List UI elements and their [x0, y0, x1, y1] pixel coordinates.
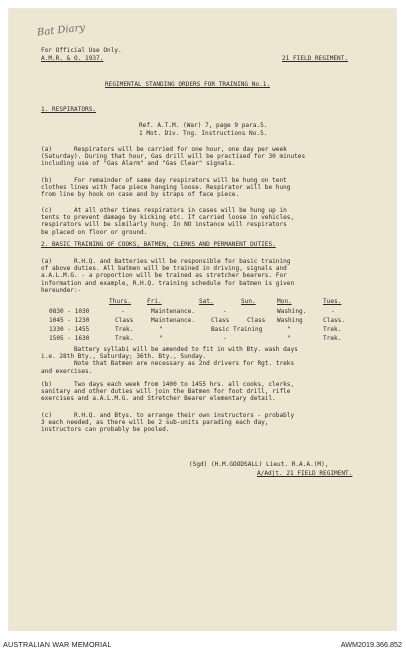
- schedule-time: 1045 - 1230: [49, 317, 90, 324]
- footer-bar: [0, 631, 406, 653]
- schedule-cell: Maintenance.: [151, 317, 196, 324]
- footer-accession-id: AWM2019.366.852: [340, 640, 402, 649]
- schedule-cell: -: [331, 308, 335, 315]
- schedule-cell: -: [223, 335, 227, 342]
- schedule-day: Mon.: [277, 298, 292, 305]
- schedule-time: 1505 - 1630: [49, 335, 90, 342]
- schedule-day: Fri.: [147, 298, 162, 305]
- schedule-day: Thurs.: [109, 298, 132, 305]
- schedule-cell: ": [287, 335, 291, 342]
- schedule-time: 1330 - 1455: [49, 326, 90, 333]
- section-1-heading: 1. RESPIRATORS.: [41, 106, 97, 113]
- schedule-cell: Class: [211, 317, 230, 324]
- paragraph-1a: (a) Respirators will be carried for one hour, one day per week (Saturday). During that hour, Gas drill will be practised for 30 minutes including use of "Gas Alarm" and "Gas Clear" signals.: [41, 146, 306, 168]
- unit-name: 21 FIELD REGIMENT.: [282, 55, 349, 62]
- official-use-label: For Official Use Only.: [41, 47, 122, 54]
- schedule-note: Battery syllabi will be amended to fit in with Bty. wash days i.e. 28th Bty., Saturday; 36th. Bty., Sunday. Note that Batmen are necessary as 2nd drivers for Rgt. treks and exercises.: [41, 346, 298, 375]
- schedule-cell: Washing: [277, 317, 303, 324]
- schedule-day: Tues.: [323, 298, 342, 305]
- schedule-cell: ": [159, 335, 163, 342]
- schedule-cell: Class: [247, 317, 266, 324]
- reference-line-1: Ref. A.T.M. (War) 7, page 9 para.5.: [139, 122, 268, 129]
- schedule-cell: Class: [115, 317, 134, 324]
- footer-institution: AUSTRALIAN WAR MEMORIAL: [3, 640, 112, 649]
- schedule-cell: -: [223, 308, 227, 315]
- paragraph-1c: (c) At all other times respirators in cases will be hung up in tents to prevent damage by kicking etc. If carried loose in vehicles, respirators will be similarly hung. In NO instance will respirators be placed on floor or ground.: [41, 207, 295, 236]
- schedule-day: Sun.: [241, 298, 256, 305]
- schedule-time: 0830 - 1030: [49, 308, 90, 315]
- schedule-cell: Trek.: [323, 335, 342, 342]
- paragraph-1b: (b) For remainder of same day respirators will be hung on tent clothes lines with face piece hanging loose. Respirator will be hung from line by hook on case and by straps of face piece.: [41, 177, 291, 199]
- document-body: [9, 9, 396, 631]
- schedule-cell: Trek.: [115, 335, 134, 342]
- paragraph-2b: (b) Two days each week from 1400 to 1455 hrs. all cooks, clerks, sanitary and other duties will join the Batmen for foot drill, rifle exercises and a.A.L.M.G. and Stretcher Bearer elementary detail.: [41, 381, 295, 403]
- schedule-cell: Trek.: [323, 326, 342, 333]
- schedule-cell: Trek.: [115, 326, 134, 333]
- handwritten-note: Bat Diary: [36, 22, 86, 39]
- schedule-cell: ": [159, 326, 163, 333]
- signature-line: (Sgd) (H.M.GOODSALL) Lieut. R.A.A.(M),: [189, 461, 329, 468]
- schedule-cell: -: [121, 308, 125, 315]
- section-2-heading: 2. BASIC TRAINING OF COOKS, BATMEN, CLERKS AND PERMANENT DUTIES.: [41, 241, 276, 248]
- signature-title: A/Adjt. 21 FIELD REGIMENT.: [257, 470, 353, 477]
- paragraph-2a: (a) R.H.Q. and Batteries will be responsible for basic training of above duties. All batmen will be trained in driving, signals and a.A.L.M.G. - a proportion will be trained as stretcher bearers. For information and example, R.H.Q. training schedule for batmen is given hereunder:-: [41, 258, 295, 294]
- page-title: REGIMENTAL STANDING ORDERS FOR TRAINING No.1.: [105, 81, 271, 88]
- schedule-day: Sat.: [199, 298, 214, 305]
- schedule-cell: ": [287, 326, 291, 333]
- reference-line-2: 1 Mot. Div. Tng. Instructions No.5.: [139, 130, 268, 137]
- schedule-cell: Washing.: [277, 308, 307, 315]
- schedule-cell: Class.: [323, 317, 346, 324]
- regulation-ref: A.M.R. & O. 1937.: [41, 55, 104, 62]
- schedule-cell: Basic Training: [211, 326, 263, 333]
- paragraph-2c: (c) R.H.Q. and Btys. to arrange their own instructors - probably 3 each needed, as there will be 2 sub-units parading each day, instructors can probably be pooled.: [41, 412, 295, 434]
- schedule-cell: Maintenance.: [151, 308, 196, 315]
